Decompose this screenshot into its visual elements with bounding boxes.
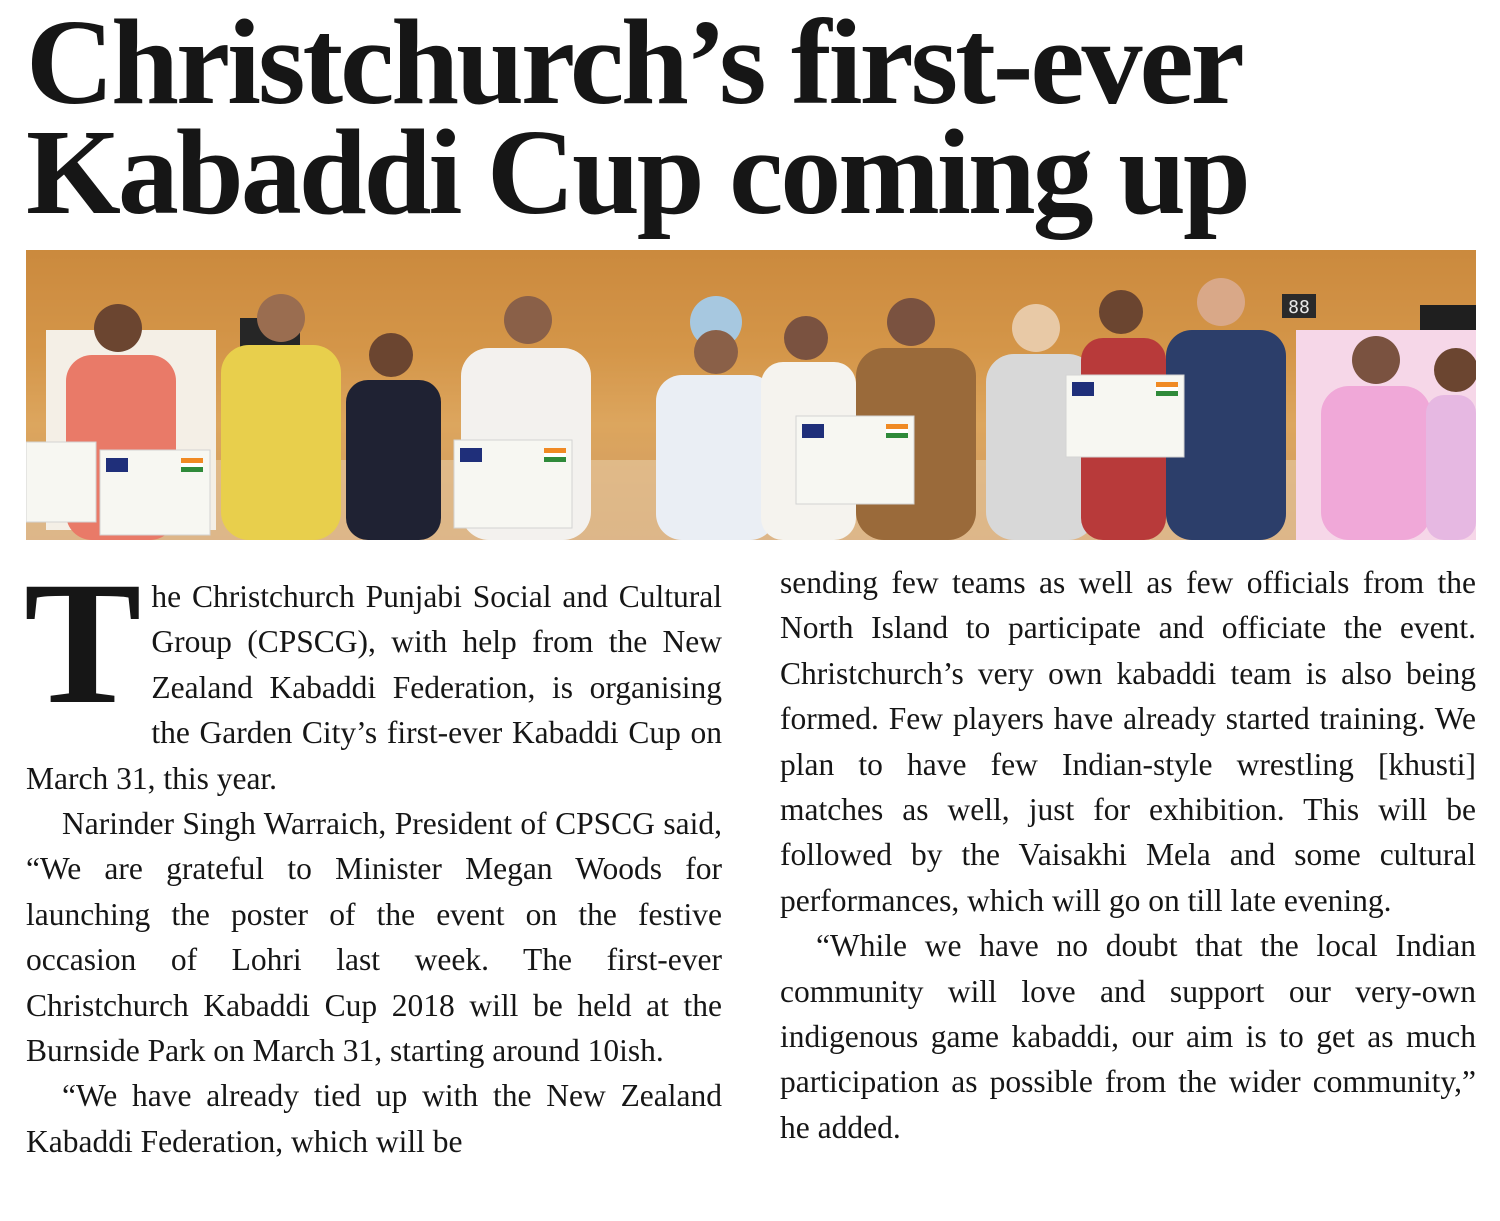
article-column-left xyxy=(24,546,722,1164)
article-paragraph-1-text: he Christchurch Punjabi Social and Cultural Group (CPSCG), with help from the New Zealand Kabaddi Federation, is organising the Garden City’s first-ever Kabaddi Cup on March 31, this year. xyxy=(26,579,722,796)
article-paragraph-1 xyxy=(24,546,722,801)
article-column-right xyxy=(780,560,1476,1150)
headline-line-1: Christchurch’s first-ever xyxy=(26,0,1242,130)
group-photo xyxy=(26,250,1476,540)
article-paragraph-2: Narinder Singh Warraich, President of CPSCG said, “We are grateful to Minister Megan Woods for launching the poster of the event on the festive occasion of Lohri last week. The first-ever Christchurch Kabaddi Cup 2018 will be held at the Burnside Park on March 31, starting around 10ish. xyxy=(26,806,722,1069)
article-paragraph-3-continued: sending few teams as well as few officials from the North Island to participate and officiate the event. Christchurch’s very own kabaddi team is also being formed. Few players have already started training. We plan to have few Indian-style wrestling [khusti] matches as well, just for exhibition. This will be followed by the Vaisakhi Mela and some cultural performances, which will go on till late evening. xyxy=(780,565,1476,918)
article-paragraph-3-start: “We have already tied up with the New Zealand Kabaddi Federation, which will be xyxy=(26,1078,722,1159)
drop-cap: T xyxy=(24,546,142,741)
headline-line-2: Kabaddi Cup coming up xyxy=(26,105,1248,240)
scoreboard-digits: 88 xyxy=(1288,297,1310,318)
group-photo-illustration xyxy=(26,250,1476,540)
headline xyxy=(26,0,1476,240)
article-paragraph-4: “While we have no doubt that the local Indian community will love and support our very-own indigenous game kabaddi, our aim is to get as much participation as possible from the wider community,” he added. xyxy=(780,928,1476,1145)
